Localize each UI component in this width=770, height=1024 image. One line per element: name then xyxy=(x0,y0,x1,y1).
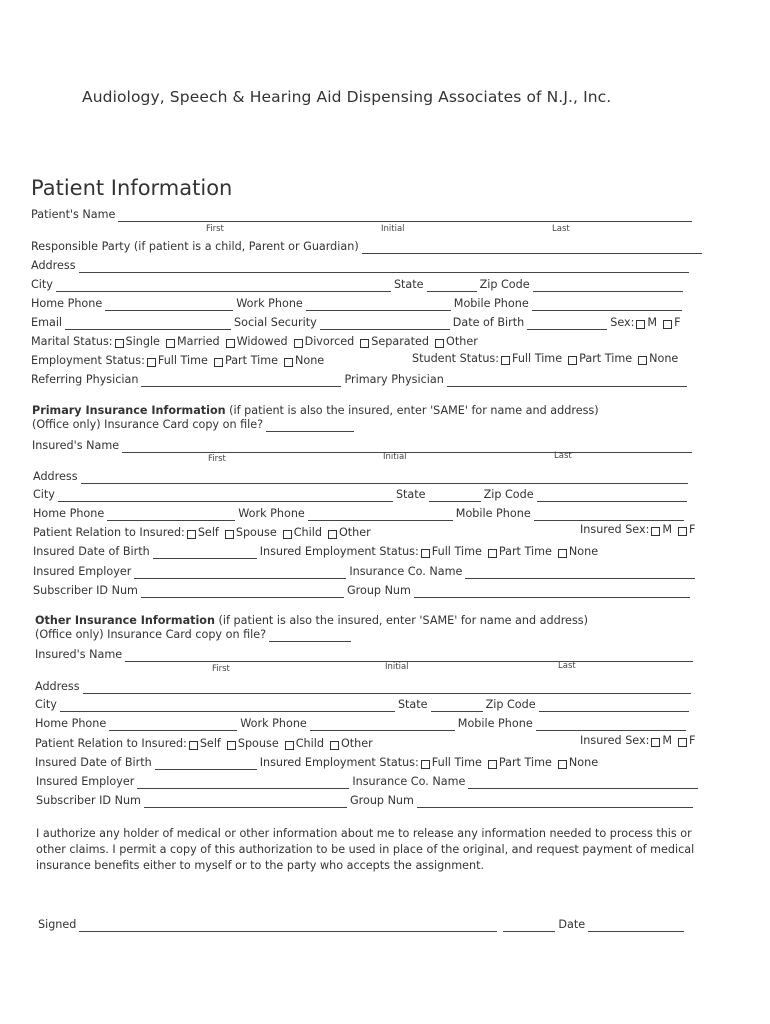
other-zip-field[interactable] xyxy=(539,700,689,712)
relation-option-label: Spouse xyxy=(237,737,279,750)
student-option-label: Part Time xyxy=(579,352,633,365)
referring-physician-label: Referring Physician xyxy=(31,373,139,386)
emp-option-label: Full Time xyxy=(431,545,482,558)
student-none-checkbox[interactable] xyxy=(638,356,647,365)
other-relation-other-checkbox[interactable] xyxy=(330,741,339,750)
primary-state-field[interactable] xyxy=(429,490,481,502)
relation-option-label: Self xyxy=(199,737,221,750)
state-label: State xyxy=(393,278,424,291)
other-home-phone-field[interactable] xyxy=(109,719,237,731)
primary-company-label: Insurance Co. Name xyxy=(349,565,463,578)
sex-f-label: F xyxy=(689,523,696,536)
employment-fulltime-checkbox[interactable] xyxy=(147,358,156,367)
other-first-caption: First xyxy=(212,664,230,674)
student-status-label: Student Status: xyxy=(412,352,500,365)
other-group-label: Group Num xyxy=(349,794,414,807)
primary-city-label: City xyxy=(33,488,55,501)
primary-emp-fulltime-checkbox[interactable] xyxy=(421,549,430,558)
relation-option-label: Child xyxy=(295,737,324,750)
other-insurance-note: (if patient is also the insured, enter 'SAME' for name and address) xyxy=(214,614,588,627)
primary-employer-label: Insured Employer xyxy=(33,565,132,578)
other-card-row xyxy=(35,628,354,642)
primary-city-field[interactable] xyxy=(58,490,393,502)
primary-insured-name-label: Insured's Name xyxy=(32,439,120,452)
address-field[interactable] xyxy=(79,261,689,273)
other-city-row xyxy=(35,698,692,712)
primary-subscriber-label: Subscriber ID Num xyxy=(33,584,138,597)
other-employer-field[interactable] xyxy=(137,777,349,789)
signed-label: Signed xyxy=(38,918,77,931)
relation-option-label: Other xyxy=(340,737,373,750)
patient-name-field[interactable] xyxy=(118,210,692,222)
other-employer-row xyxy=(36,775,701,789)
ssn-label: Social Security xyxy=(234,316,317,329)
date-label: Date xyxy=(558,918,586,931)
other-sex-m-checkbox[interactable] xyxy=(651,738,660,747)
other-subscriber-row xyxy=(36,794,696,808)
primary-work-phone-field[interactable] xyxy=(308,509,453,521)
dob-field[interactable] xyxy=(527,318,607,330)
primary-relation-label: Patient Relation to Insured: xyxy=(33,526,185,539)
primary-first-caption: First xyxy=(208,454,226,464)
employment-status-row xyxy=(31,354,324,368)
physician-row xyxy=(31,373,690,387)
primary-relation-spouse-checkbox[interactable] xyxy=(225,530,234,539)
home-phone-label: Home Phone xyxy=(31,297,103,310)
other-work-phone-label: Work Phone xyxy=(240,717,307,730)
other-insurance-heading xyxy=(35,614,588,627)
responsible-party-label: Responsible Party (if patient is a child, Parent or Guardian) xyxy=(31,240,359,253)
other-card-field[interactable] xyxy=(269,630,351,642)
primary-card-field[interactable] xyxy=(266,420,354,432)
mobile-phone-field[interactable] xyxy=(532,299,682,311)
emp-option-label: Part Time xyxy=(498,756,552,769)
patient-address-row xyxy=(31,259,692,273)
other-sex-f-checkbox[interactable] xyxy=(678,738,687,747)
dob-label: Date of Birth xyxy=(452,316,525,329)
other-insurance-title: Other Insurance Information xyxy=(35,614,215,627)
home-phone-field[interactable] xyxy=(105,299,233,311)
email-field[interactable] xyxy=(65,318,231,330)
marital-widowed-checkbox[interactable] xyxy=(226,339,235,348)
sex-label: Sex: xyxy=(610,316,635,329)
primary-subscriber-row xyxy=(33,584,693,598)
emp-option-label: None xyxy=(568,756,599,769)
other-relation-label: Patient Relation to Insured: xyxy=(35,737,187,750)
sex-m-label: M xyxy=(647,316,658,329)
primary-group-field[interactable] xyxy=(414,586,690,598)
city-field[interactable] xyxy=(56,280,391,292)
sex-f-label: F xyxy=(689,734,696,747)
primary-relation-child-checkbox[interactable] xyxy=(283,530,292,539)
marital-option-label: Divorced xyxy=(304,335,355,348)
primary-address-row xyxy=(33,470,691,484)
primary-card-row xyxy=(32,418,357,432)
primary-last-caption: Last xyxy=(554,451,572,461)
form-title: Patient Information xyxy=(31,176,233,200)
address-label: Address xyxy=(31,259,76,272)
other-subscriber-label: Subscriber ID Num xyxy=(36,794,141,807)
other-emp-fulltime-checkbox[interactable] xyxy=(421,760,430,769)
primary-insurance-title: Primary Insurance Information xyxy=(32,404,226,417)
primary-sex-f-checkbox[interactable] xyxy=(678,527,687,536)
employment-option-label: Part Time xyxy=(224,354,278,367)
primary-employer-field[interactable] xyxy=(134,567,346,579)
initial-caption: Initial xyxy=(381,224,405,234)
signature-field[interactable] xyxy=(79,920,497,932)
other-mobile-phone-label: Mobile Phone xyxy=(457,717,533,730)
date-field[interactable] xyxy=(588,920,684,932)
primary-phone-row xyxy=(33,507,687,521)
primary-address-label: Address xyxy=(33,470,78,483)
primary-city-row xyxy=(33,488,690,502)
other-city-label: City xyxy=(35,698,57,711)
organization-header: Audiology, Speech & Hearing Aid Dispensing Associates of N.J., Inc. xyxy=(82,88,612,106)
primary-emp-parttime-checkbox[interactable] xyxy=(488,549,497,558)
marital-single-checkbox[interactable] xyxy=(115,339,124,348)
employment-parttime-checkbox[interactable] xyxy=(214,358,223,367)
other-address-field[interactable] xyxy=(83,682,691,694)
sex-m-label: M xyxy=(662,734,673,747)
employment-option-label: None xyxy=(294,354,325,367)
other-group-field[interactable] xyxy=(417,796,693,808)
other-relation-self-checkbox[interactable] xyxy=(189,741,198,750)
primary-dob-row xyxy=(33,545,598,559)
other-mobile-phone-field[interactable] xyxy=(536,719,686,731)
other-relation-child-checkbox[interactable] xyxy=(285,741,294,750)
patient-city-row xyxy=(31,278,686,292)
other-relation-spouse-checkbox[interactable] xyxy=(227,741,236,750)
primary-insurance-note: (if patient is also the insured, enter 'SAME' for name and address) xyxy=(225,404,599,417)
primary-mobile-phone-label: Mobile Phone xyxy=(455,507,531,520)
marital-status-label: Marital Status: xyxy=(31,335,113,348)
primary-insurance-heading xyxy=(32,404,599,417)
other-subscriber-field[interactable] xyxy=(144,796,347,808)
city-label: City xyxy=(31,278,53,291)
other-emp-none-checkbox[interactable] xyxy=(558,760,567,769)
primary-card-label: (Office only) Insurance Card copy on file? xyxy=(32,418,264,431)
sex-m-checkbox[interactable] xyxy=(636,320,645,329)
primary-subscriber-field[interactable] xyxy=(141,586,344,598)
primary-mobile-phone-field[interactable] xyxy=(534,509,684,521)
primary-dob-label: Insured Date of Birth xyxy=(33,545,150,558)
marital-option-label: Married xyxy=(176,335,220,348)
marital-married-checkbox[interactable] xyxy=(166,339,175,348)
other-zip-label: Zip Code xyxy=(485,698,536,711)
other-dob-row xyxy=(35,756,598,770)
primary-relation-other-checkbox[interactable] xyxy=(328,530,337,539)
primary-home-phone-label: Home Phone xyxy=(33,507,105,520)
primary-insured-name-row xyxy=(32,439,695,453)
responsible-party-field[interactable] xyxy=(362,242,702,254)
primary-zip-label: Zip Code xyxy=(483,488,534,501)
marital-option-label: Other xyxy=(446,335,478,348)
primary-emp-none-checkbox[interactable] xyxy=(558,549,567,558)
emp-option-label: None xyxy=(568,545,599,558)
referring-physician-field[interactable] xyxy=(141,375,341,387)
other-dob-label: Insured Date of Birth xyxy=(35,756,152,769)
emp-option-label: Full Time xyxy=(431,756,482,769)
primary-employer-row xyxy=(33,565,698,579)
student-option-label: Full Time xyxy=(512,352,563,365)
other-state-label: State xyxy=(397,698,428,711)
signature-extra-line xyxy=(503,920,555,932)
primary-relation-row xyxy=(33,526,371,540)
other-state-field[interactable] xyxy=(431,700,483,712)
other-emp-parttime-checkbox[interactable] xyxy=(488,760,497,769)
zip-label: Zip Code xyxy=(479,278,530,291)
primary-initial-caption: Initial xyxy=(383,452,407,462)
responsible-party-row xyxy=(31,240,705,254)
patient-name-label: Patient's Name xyxy=(31,208,116,221)
other-insured-name-row xyxy=(35,648,696,662)
other-work-phone-field[interactable] xyxy=(310,719,455,731)
other-dob-field[interactable] xyxy=(155,758,257,770)
primary-zip-field[interactable] xyxy=(537,490,687,502)
primary-physician-label: Primary Physician xyxy=(344,373,444,386)
primary-insured-sex-label: Insured Sex: xyxy=(580,523,650,536)
ssn-field[interactable] xyxy=(320,318,450,330)
relation-option-label: Child xyxy=(293,526,322,539)
marital-divorced-checkbox[interactable] xyxy=(294,339,303,348)
email-label: Email xyxy=(31,316,63,329)
other-card-label: (Office only) Insurance Card copy on file? xyxy=(35,628,267,641)
primary-emp-status-label: Insured Employment Status: xyxy=(259,545,419,558)
primary-insured-sex-row xyxy=(580,523,695,537)
primary-home-phone-field[interactable] xyxy=(107,509,235,521)
other-last-caption: Last xyxy=(558,661,576,671)
primary-state-label: State xyxy=(395,488,426,501)
other-insured-name-label: Insured's Name xyxy=(35,648,123,661)
sex-m-label: M xyxy=(662,523,673,536)
primary-physician-field[interactable] xyxy=(447,375,687,387)
marital-option-label: Separated xyxy=(371,335,430,348)
employment-option-label: Full Time xyxy=(157,354,208,367)
other-insured-sex-row xyxy=(580,734,695,748)
primary-sex-m-checkbox[interactable] xyxy=(651,527,660,536)
other-home-phone-label: Home Phone xyxy=(35,717,107,730)
state-field[interactable] xyxy=(427,280,477,292)
employment-status-label: Employment Status: xyxy=(31,354,145,367)
zip-field[interactable] xyxy=(533,280,683,292)
other-phone-row xyxy=(35,717,689,731)
student-fulltime-checkbox[interactable] xyxy=(501,356,510,365)
marital-option-label: Single xyxy=(125,335,160,348)
relation-option-label: Spouse xyxy=(235,526,277,539)
other-address-row xyxy=(35,680,694,694)
patient-name-row xyxy=(31,208,695,222)
primary-group-label: Group Num xyxy=(346,584,411,597)
other-employer-label: Insured Employer xyxy=(36,775,135,788)
primary-relation-self-checkbox[interactable] xyxy=(187,530,196,539)
primary-insured-name-field[interactable] xyxy=(122,441,692,453)
authorization-text: I authorize any holder of medical or other information about me to release any information needed to process this or other claims. I permit a copy of this authorization to be used in place of the original, and request payment of medical insurance benefits either to myself or to the party who accepts the assignment. xyxy=(36,827,695,872)
work-phone-label: Work Phone xyxy=(236,297,303,310)
first-caption: First xyxy=(206,224,224,234)
sex-f-label: F xyxy=(674,316,681,329)
other-insured-sex-label: Insured Sex: xyxy=(580,734,650,747)
other-city-field[interactable] xyxy=(60,700,395,712)
primary-dob-field[interactable] xyxy=(153,547,257,559)
employment-none-checkbox[interactable] xyxy=(284,358,293,367)
other-emp-status-label: Insured Employment Status: xyxy=(259,756,419,769)
patient-email-row xyxy=(31,316,681,330)
marital-separated-checkbox[interactable] xyxy=(360,339,369,348)
mobile-phone-label: Mobile Phone xyxy=(453,297,529,310)
other-insured-name-field[interactable] xyxy=(125,650,693,662)
primary-company-field[interactable] xyxy=(465,567,695,579)
signature-row xyxy=(38,918,687,932)
patient-phone-row xyxy=(31,297,685,311)
primary-work-phone-label: Work Phone xyxy=(238,507,305,520)
primary-address-field[interactable] xyxy=(81,472,688,484)
sex-f-checkbox[interactable] xyxy=(663,320,672,329)
student-status-row xyxy=(412,352,678,366)
other-address-label: Address xyxy=(35,680,80,693)
other-company-label: Insurance Co. Name xyxy=(352,775,466,788)
student-option-label: None xyxy=(649,352,679,365)
marital-status-row xyxy=(31,335,478,349)
relation-option-label: Other xyxy=(338,526,371,539)
other-company-field[interactable] xyxy=(468,777,698,789)
marital-other-checkbox[interactable] xyxy=(435,339,444,348)
student-parttime-checkbox[interactable] xyxy=(568,356,577,365)
relation-option-label: Self xyxy=(197,526,219,539)
other-initial-caption: Initial xyxy=(385,662,409,672)
marital-option-label: Widowed xyxy=(236,335,288,348)
work-phone-field[interactable] xyxy=(306,299,451,311)
last-caption: Last xyxy=(552,224,570,234)
other-relation-row xyxy=(35,737,373,751)
emp-option-label: Part Time xyxy=(498,545,552,558)
